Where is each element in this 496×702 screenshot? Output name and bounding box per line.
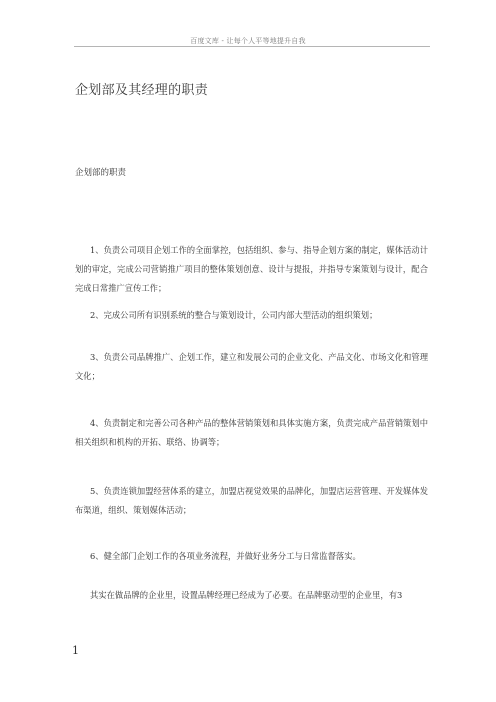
- page-header: 百度文库 - 让每个人平等地提升自我: [190, 37, 306, 45]
- paragraph-5: 5、负责连锁加盟经营体系的建立，加盟店视觉效果的品牌化，加盟店运营管理、开发媒体发布渠道，组织、策划媒体活动；: [75, 486, 428, 515]
- document-title: 企划部及其经理的职责: [75, 83, 209, 98]
- paragraph-6: 6、健全部门企划工作的各项业务流程，并做好业务分工与日常监督落实。: [90, 551, 361, 561]
- paragraph-4: 4、负责制定和完善公司各种产品的整体营销策划和具体实施方案，负责完成产品营销策划中相关组织和机构的开拓、联络、协调等；: [75, 418, 428, 447]
- paragraph-2: 2、完成公司所有识别系统的整合与策划设计，公司内部大型活动的组织策划；: [90, 310, 378, 320]
- paragraph-3: 3、负责公司品牌推广、企划工作，建立和发展公司的企业文化、产品文化、市场文化和管理文化；: [75, 352, 428, 381]
- page-number: 1: [72, 644, 79, 657]
- paragraph-1: 1、负责公司项目企划工作的全面掌控，包括组织、参与、指导企划方案的制定，媒体活动计划的审定，完成公司营销推广项目的整体策划创意、设计与提报，并指导专案策划与设计，配合完成日常推广宣传工作；: [75, 245, 428, 293]
- header-divider: [74, 46, 430, 47]
- paragraph-7: 其实在做品牌的企业里，设置品牌经理已经成为了必要。在品牌驱动型的企业里，有3: [90, 590, 403, 600]
- section-heading: 企划部的职责: [75, 168, 127, 178]
